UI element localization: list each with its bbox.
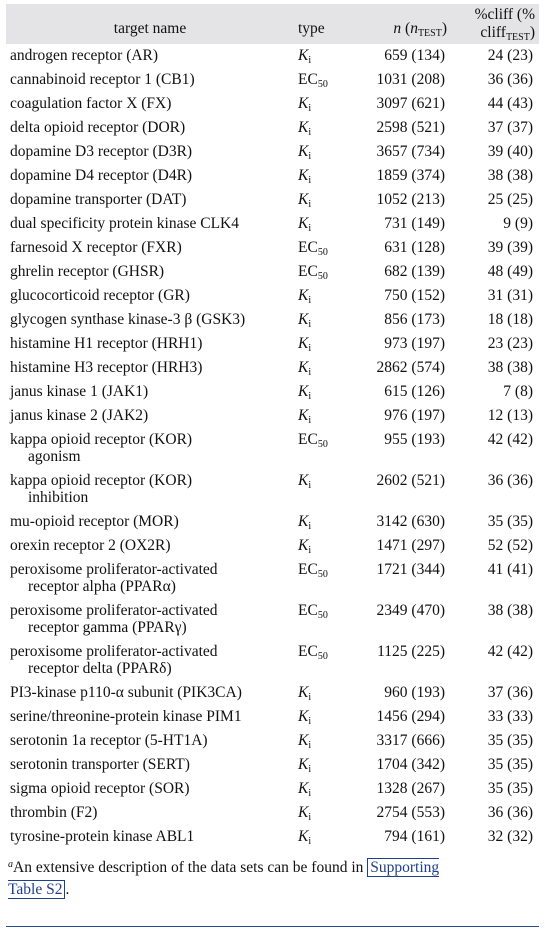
table-row — [6, 260, 539, 284]
table-row — [6, 164, 539, 188]
target-name-cell — [6, 404, 294, 428]
target-name: sigma opioid receptor (SOR) — [10, 780, 190, 797]
type-subscript: i — [308, 521, 312, 532]
target-name: delta opioid receptor (DOR) — [10, 119, 186, 136]
header-n-open: ( — [401, 20, 411, 37]
target-name-cell — [6, 428, 294, 469]
type-subscript: i — [308, 319, 312, 330]
cliff-cell: 38 (38) — [487, 167, 533, 184]
type-cell — [294, 777, 356, 801]
type-subscript: i — [308, 175, 312, 186]
type-cell — [294, 705, 356, 729]
type-subscript: i — [308, 55, 312, 66]
header-cliff-close: ) — [529, 24, 535, 41]
target-name-cell — [6, 284, 294, 308]
type-subscript: i — [308, 103, 312, 114]
type-subscript: i — [308, 788, 312, 799]
n-cell: 1704 (342) — [376, 756, 445, 773]
type-symbol: K — [298, 780, 309, 797]
type-subscript: i — [308, 391, 312, 402]
type-symbol: K — [298, 119, 309, 136]
target-name-continuation: receptor gamma (PPARγ) — [28, 619, 187, 636]
table-row — [6, 469, 539, 510]
type-cell — [294, 558, 356, 599]
target-name-cell — [6, 332, 294, 356]
cliff-cell: 37 (36) — [487, 684, 533, 701]
n-cell: 3317 (666) — [376, 732, 445, 749]
table-row — [6, 510, 539, 534]
target-name-cell — [6, 308, 294, 332]
cliff-cell: 36 (36) — [487, 71, 533, 88]
target-name: peroxisome proliferator-activated — [10, 561, 218, 578]
n-cell: 2862 (574) — [376, 359, 445, 376]
type-symbol: K — [298, 537, 309, 554]
type-cell — [294, 640, 356, 681]
n-cell: 631 (128) — [384, 239, 445, 256]
target-name-cell — [6, 92, 294, 116]
type-subscript: i — [308, 151, 312, 162]
cliff-cell: 35 (35) — [487, 732, 533, 749]
cliff-cell: 36 (36) — [487, 804, 533, 821]
type-symbol: EC — [298, 239, 318, 256]
type-symbol: EC — [298, 602, 318, 619]
table-header — [6, 4, 539, 44]
type-symbol: K — [298, 359, 309, 376]
table-body — [6, 44, 539, 849]
target-name: kappa opioid receptor (KOR) — [10, 472, 193, 489]
target-name-cell — [6, 777, 294, 801]
target-name-continuation: agonism — [28, 448, 81, 465]
n-cell: 1125 (225) — [377, 643, 445, 660]
cliff-cell: 12 (13) — [487, 407, 533, 424]
n-cell: 1859 (374) — [376, 167, 445, 184]
target-name-continuation: receptor delta (PPARδ) — [28, 660, 172, 677]
target-name-cell — [6, 356, 294, 380]
table-row — [6, 188, 539, 212]
type-cell — [294, 188, 356, 212]
cliff-cell: 52 (52) — [487, 537, 533, 554]
target-name-cell — [6, 681, 294, 705]
cliff-cell: 39 (40) — [487, 143, 533, 160]
target-name: dopamine transporter (DAT) — [10, 191, 187, 208]
target-name: janus kinase 1 (JAK1) — [10, 383, 149, 400]
type-subscript: i — [308, 199, 312, 210]
type-subscript: 50 — [317, 610, 328, 621]
type-subscript: i — [308, 836, 312, 847]
target-name-cell — [6, 599, 294, 640]
cliff-cell: 35 (35) — [487, 513, 533, 530]
header-cliff — [451, 4, 539, 44]
target-name: glycogen synthase kinase-3 β (GSK3) — [10, 311, 246, 328]
type-subscript: i — [308, 812, 312, 823]
n-cell: 3657 (734) — [376, 143, 445, 160]
n-cell: 955 (193) — [384, 431, 445, 448]
target-name-cell — [6, 68, 294, 92]
target-name: kappa opioid receptor (KOR) — [10, 431, 193, 448]
type-cell — [294, 140, 356, 164]
type-symbol: K — [298, 143, 309, 160]
footnote-end: . — [65, 881, 70, 898]
n-cell: 659 (134) — [384, 47, 445, 64]
type-symbol: K — [298, 732, 309, 749]
supporting-info-link-line2: Table S2 — [8, 881, 63, 898]
type-cell — [294, 681, 356, 705]
header-n-sub: TEST — [417, 28, 442, 39]
cliff-cell: 41 (41) — [487, 561, 533, 578]
table-row — [6, 116, 539, 140]
target-name-cell — [6, 469, 294, 510]
target-name: histamine H1 receptor (HRH1) — [10, 335, 203, 352]
cliff-cell: 23 (23) — [487, 335, 533, 352]
table-row — [6, 68, 539, 92]
target-name-cell — [6, 380, 294, 404]
table-row — [6, 801, 539, 825]
header-row — [6, 4, 539, 44]
table-row — [6, 92, 539, 116]
type-subscript: i — [308, 692, 312, 703]
table-row — [6, 534, 539, 558]
type-cell — [294, 212, 356, 236]
table-row — [6, 44, 539, 68]
target-name: tyrosine-protein kinase ABL1 — [10, 828, 195, 845]
n-cell: 973 (197) — [384, 335, 445, 352]
target-name-cell — [6, 534, 294, 558]
target-name-cell — [6, 510, 294, 534]
type-symbol: EC — [298, 71, 318, 88]
n-cell: 2349 (470) — [376, 602, 445, 619]
table-row — [6, 729, 539, 753]
target-name-cell — [6, 140, 294, 164]
header-n-main: n — [393, 20, 402, 37]
type-cell — [294, 428, 356, 469]
type-symbol: K — [298, 215, 309, 232]
type-symbol: K — [298, 311, 309, 328]
header-target-name: target name — [113, 20, 187, 37]
type-subscript: i — [308, 343, 312, 354]
target-name: ghrelin receptor (GHSR) — [10, 263, 165, 280]
table-row — [6, 558, 539, 599]
cliff-cell: 9 (9) — [503, 215, 533, 232]
cliff-cell: 38 (38) — [487, 359, 533, 376]
target-name: janus kinase 2 (JAK2) — [10, 407, 149, 424]
target-name-cell — [6, 705, 294, 729]
type-symbol: K — [298, 383, 309, 400]
type-cell — [294, 356, 356, 380]
n-cell: 976 (197) — [384, 407, 445, 424]
target-name: coagulation factor X (FX) — [10, 95, 172, 112]
type-symbol: K — [298, 167, 309, 184]
type-symbol: K — [298, 47, 309, 64]
header-n-inner: n — [410, 20, 418, 37]
type-cell — [294, 404, 356, 428]
target-name-continuation: receptor alpha (PPARα) — [28, 578, 176, 595]
cliff-cell: 24 (23) — [487, 47, 533, 64]
table-row — [6, 599, 539, 640]
n-cell: 856 (173) — [384, 311, 445, 328]
cliff-cell: 35 (35) — [487, 780, 533, 797]
target-name-cell — [6, 44, 294, 68]
target-name-cell — [6, 558, 294, 599]
target-name-cell — [6, 753, 294, 777]
target-name: mu-opioid receptor (MOR) — [10, 513, 179, 530]
table-row — [6, 140, 539, 164]
type-cell — [294, 236, 356, 260]
bottom-rule — [6, 926, 539, 927]
target-name: farnesoid X receptor (FXR) — [10, 239, 182, 256]
n-cell: 960 (193) — [384, 684, 445, 701]
table-row — [6, 753, 539, 777]
type-symbol: K — [298, 684, 309, 701]
target-name-cell — [6, 825, 294, 849]
type-symbol: K — [298, 828, 309, 845]
type-symbol: K — [298, 95, 309, 112]
target-name-cell — [6, 801, 294, 825]
table-row — [6, 212, 539, 236]
type-cell — [294, 164, 356, 188]
table-row — [6, 825, 539, 849]
target-name: glucocorticoid receptor (GR) — [10, 287, 190, 304]
type-subscript: 50 — [317, 247, 328, 258]
n-cell: 1721 (344) — [376, 561, 445, 578]
n-cell: 3142 (630) — [376, 513, 445, 530]
type-cell — [294, 753, 356, 777]
target-name: dopamine D4 receptor (D4R) — [10, 167, 193, 184]
header-cliff-line2: cliff — [480, 24, 506, 41]
type-symbol: K — [298, 407, 309, 424]
type-symbol: K — [298, 513, 309, 530]
target-name: androgen receptor (AR) — [10, 47, 159, 64]
cliff-cell: 33 (33) — [487, 708, 533, 725]
type-symbol: EC — [298, 263, 318, 280]
cliff-cell: 25 (25) — [487, 191, 533, 208]
target-name: peroxisome proliferator-activated — [10, 643, 218, 660]
cliff-cell: 36 (36) — [487, 472, 533, 489]
type-subscript: i — [308, 716, 312, 727]
target-name: histamine H3 receptor (HRH3) — [10, 359, 203, 376]
type-symbol: K — [298, 708, 309, 725]
table-footnote — [6, 857, 539, 901]
n-cell: 1052 (213) — [376, 191, 445, 208]
footnote-marker: a — [8, 859, 13, 870]
type-subscript: 50 — [317, 651, 328, 662]
type-cell — [294, 92, 356, 116]
type-symbol: EC — [298, 561, 318, 578]
table-row — [6, 404, 539, 428]
type-cell — [294, 68, 356, 92]
type-subscript: i — [308, 127, 312, 138]
supporting-info-link-line1: Supporting — [370, 859, 440, 876]
n-cell: 1328 (267) — [376, 780, 445, 797]
type-cell — [294, 44, 356, 68]
n-cell: 794 (161) — [384, 828, 445, 845]
target-name: cannabinoid receptor 1 (CB1) — [10, 71, 195, 88]
type-cell — [294, 801, 356, 825]
table-row — [6, 705, 539, 729]
type-cell — [294, 729, 356, 753]
target-name-cell — [6, 260, 294, 284]
type-symbol: K — [298, 287, 309, 304]
type-cell — [294, 599, 356, 640]
header-n — [356, 4, 451, 44]
table-row — [6, 380, 539, 404]
target-name-cell — [6, 236, 294, 260]
table-row — [6, 777, 539, 801]
type-subscript: 50 — [317, 569, 328, 580]
type-cell — [294, 116, 356, 140]
type-symbol: K — [298, 756, 309, 773]
type-cell — [294, 284, 356, 308]
target-name: dual specificity protein kinase CLK4 — [10, 215, 239, 232]
target-name: serotonin 1a receptor (5-HT1A) — [10, 732, 208, 749]
n-cell: 1471 (297) — [376, 537, 445, 554]
type-subscript: i — [308, 415, 312, 426]
type-cell — [294, 510, 356, 534]
type-symbol: EC — [298, 431, 318, 448]
cliff-cell: 39 (39) — [487, 239, 533, 256]
type-cell — [294, 380, 356, 404]
type-subscript: 50 — [317, 271, 328, 282]
table-row — [6, 356, 539, 380]
target-name: dopamine D3 receptor (D3R) — [10, 143, 193, 160]
cliff-cell: 18 (18) — [487, 311, 533, 328]
type-symbol: K — [298, 804, 309, 821]
header-cliff-sub: TEST — [505, 32, 530, 43]
header-cliff-line1: %cliff (% — [474, 6, 535, 23]
table-row — [6, 308, 539, 332]
target-name-cell — [6, 729, 294, 753]
cliff-cell: 31 (31) — [487, 287, 533, 304]
target-name: orexin receptor 2 (OX2R) — [10, 537, 171, 554]
target-name-cell — [6, 212, 294, 236]
type-cell — [294, 534, 356, 558]
table-container — [6, 4, 539, 901]
type-symbol: EC — [298, 643, 318, 660]
table-row — [6, 332, 539, 356]
header-type: type — [298, 20, 325, 37]
cliff-cell: 32 (32) — [487, 828, 533, 845]
cliff-cell: 42 (42) — [487, 431, 533, 448]
type-subscript: 50 — [317, 439, 328, 450]
target-name: serine/threonine-protein kinase PIM1 — [10, 708, 242, 725]
type-subscript: i — [308, 367, 312, 378]
n-cell: 3097 (621) — [376, 95, 445, 112]
type-symbol: K — [298, 472, 309, 489]
type-subscript: i — [308, 764, 312, 775]
type-cell — [294, 469, 356, 510]
n-cell: 1456 (294) — [376, 708, 445, 725]
type-cell — [294, 260, 356, 284]
type-subscript: i — [308, 480, 312, 491]
target-name: PI3-kinase p110-α subunit (PIK3CA) — [10, 684, 242, 701]
target-name-cell — [6, 116, 294, 140]
target-name-cell — [6, 188, 294, 212]
target-name-cell — [6, 640, 294, 681]
type-cell — [294, 308, 356, 332]
target-name: serotonin transporter (SERT) — [10, 756, 190, 773]
type-subscript: i — [308, 545, 312, 556]
type-subscript: i — [308, 223, 312, 234]
table-row — [6, 640, 539, 681]
n-cell: 2598 (521) — [376, 119, 445, 136]
type-subscript: i — [308, 740, 312, 751]
table-row — [6, 284, 539, 308]
table-row — [6, 236, 539, 260]
n-cell: 750 (152) — [384, 287, 445, 304]
n-cell: 2602 (521) — [376, 472, 445, 489]
type-symbol: K — [298, 335, 309, 352]
cliff-cell: 42 (42) — [487, 643, 533, 660]
type-subscript: i — [308, 295, 312, 306]
cliff-cell: 48 (49) — [487, 263, 533, 280]
table-row — [6, 681, 539, 705]
n-cell: 615 (126) — [384, 383, 445, 400]
type-symbol: K — [298, 191, 309, 208]
target-name: peroxisome proliferator-activated — [10, 602, 218, 619]
cliff-cell: 37 (37) — [487, 119, 533, 136]
footnote-text: An extensive description of the data sets can be found in — [13, 859, 368, 876]
type-cell — [294, 825, 356, 849]
n-cell: 1031 (208) — [376, 71, 445, 88]
cliff-cell: 44 (43) — [487, 95, 533, 112]
n-cell: 682 (139) — [384, 263, 445, 280]
target-name-cell — [6, 164, 294, 188]
type-subscript: 50 — [317, 79, 328, 90]
header-n-close: ) — [441, 20, 447, 37]
n-cell: 731 (149) — [384, 215, 445, 232]
data-table — [6, 4, 539, 849]
cliff-cell: 7 (8) — [503, 383, 533, 400]
type-cell — [294, 332, 356, 356]
target-name: thrombin (F2) — [10, 804, 98, 821]
n-cell: 2754 (553) — [376, 804, 445, 821]
cliff-cell: 35 (35) — [487, 756, 533, 773]
cliff-cell: 38 (38) — [487, 602, 533, 619]
table-row — [6, 428, 539, 469]
target-name-continuation: inhibition — [28, 489, 89, 506]
